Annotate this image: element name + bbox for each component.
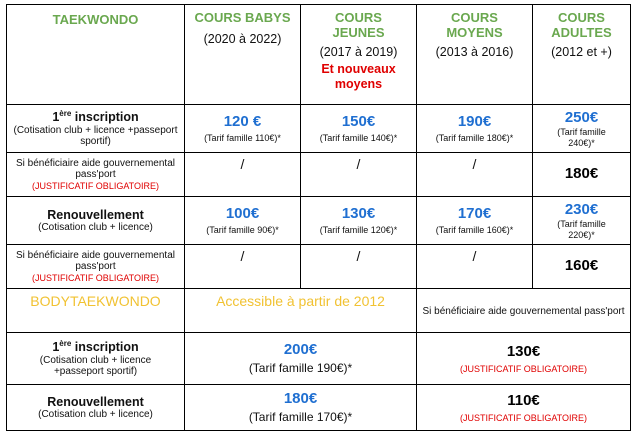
- aid-2-moyens-value: /: [472, 248, 477, 264]
- first-title-main: 1: [52, 110, 60, 125]
- first-babys-price: 120 €: [223, 113, 262, 131]
- first-inscription-title: [9, 109, 182, 125]
- body-first-aid-justif: (JUSTIFICATIF OBLIGATOIRE): [459, 363, 587, 374]
- aid-1-adultes-value: 180€: [564, 165, 599, 183]
- renew-babys-price: 100€: [225, 205, 260, 223]
- first-babys-family: (Tarif famille 110€)*: [204, 133, 281, 144]
- first-inscription-row: [7, 105, 631, 153]
- first-jeunes-cell: [301, 105, 417, 153]
- body-renew-price-cell: [185, 385, 417, 431]
- body-aid-note-cell: [417, 289, 631, 333]
- babys-course-name: COURS BABYS: [194, 10, 291, 25]
- body-renew-aid-cell: [417, 385, 631, 431]
- body-renew-row: [7, 385, 631, 431]
- renew-moyens-cell: [417, 197, 533, 245]
- taekwondo-title: TAEKWONDO: [52, 12, 139, 27]
- body-renew-aid-price: 110€: [507, 391, 540, 409]
- first-jeunes-family: (Tarif famille 140€)*: [319, 133, 398, 144]
- aid-2-adultes-value: 160€: [564, 257, 599, 275]
- aid-1-moyens-cell: [417, 153, 533, 197]
- aid-2-label: Si bénéficiaire aide gouvernemental pass'port: [16, 249, 175, 273]
- renew-sub: (Cotisation club + licence): [38, 221, 153, 233]
- body-renew-price: 180€: [283, 389, 318, 407]
- body-renew-title: Renouvellement: [47, 394, 144, 409]
- body-header-row: [7, 289, 631, 333]
- aid-1-babys-value: /: [240, 156, 245, 172]
- body-renew-family: (Tarif famille 170€)*: [248, 410, 353, 425]
- moyens-course-name: COURS MOYENS: [446, 10, 503, 40]
- aid-row-1: [7, 153, 631, 197]
- renew-babys-cell: [185, 197, 301, 245]
- aid-2-justif: (JUSTIFICATIF OBLIGATOIRE): [31, 272, 159, 283]
- aid-1-justif: (JUSTIFICATIF OBLIGATOIRE): [31, 180, 159, 191]
- adultes-course-name: COURS ADULTES: [551, 10, 612, 40]
- header-row: [7, 5, 631, 105]
- babys-years: (2020 à 2022): [203, 31, 282, 46]
- body-renew-label-cell: [7, 385, 185, 431]
- first-moyens-price: 190€: [457, 113, 492, 131]
- body-first-label-cell: [7, 333, 185, 385]
- first-inscription-sub: (Cotisation club + licence +passeport sportif): [13, 124, 178, 148]
- body-first-title-sup: ère: [59, 339, 72, 349]
- body-title: BODYTAEKWONDO: [30, 293, 161, 309]
- renew-adultes-price: 230€: [564, 201, 599, 219]
- body-renew-sub: (Cotisation club + licence): [38, 408, 153, 420]
- aid-1-adultes-cell: [533, 153, 631, 197]
- renew-row: [7, 197, 631, 245]
- aid-1-jeunes-value: /: [356, 156, 361, 172]
- babys-header-cell: [185, 5, 301, 105]
- first-adultes-price: 250€: [564, 109, 599, 127]
- adultes-header-cell: [533, 5, 631, 105]
- body-access: Accessible à partir de 2012: [216, 293, 385, 309]
- renew-moyens-price: 170€: [457, 205, 492, 223]
- first-moyens-cell: [417, 105, 533, 153]
- renew-title: Renouvellement: [47, 207, 144, 222]
- aid-1-label-cell: [7, 153, 185, 197]
- body-first-price-cell: [185, 333, 417, 385]
- body-first-row: [7, 333, 631, 385]
- body-first-family: (Tarif famille 190€)*: [248, 361, 353, 376]
- body-first-title-main: 1: [52, 340, 60, 355]
- body-first-aid-price: 130€: [506, 342, 541, 360]
- jeunes-extra: Et nouveaux moyens: [321, 62, 396, 91]
- first-title-rest: inscription: [71, 110, 139, 125]
- aid-2-moyens-cell: [417, 245, 533, 289]
- aid-2-babys-cell: [185, 245, 301, 289]
- moyens-years: (2013 à 2016): [435, 44, 514, 59]
- first-moyens-family: (Tarif famille 180€)*: [435, 133, 514, 144]
- first-inscription-label-cell: [7, 105, 185, 153]
- renew-jeunes-cell: [301, 197, 417, 245]
- body-first-title: [9, 339, 182, 355]
- jeunes-years: (2017 à 2019): [319, 44, 398, 59]
- adultes-years: (2012 et +): [551, 44, 612, 59]
- aid-2-adultes-cell: [533, 245, 631, 289]
- jeunes-header-cell: [301, 5, 417, 105]
- body-aid-note: Si bénéficiaire aide gouvernemental pass'port: [422, 306, 625, 318]
- first-adultes-cell: [533, 105, 631, 153]
- body-first-price: 200€: [283, 340, 318, 358]
- aid-2-jeunes-cell: [301, 245, 417, 289]
- body-first-title-rest: inscription: [71, 340, 139, 355]
- aid-1-label: Si bénéficiaire aide gouvernemental pass'port: [16, 157, 175, 181]
- renew-moyens-family: (Tarif famille 160€)*: [435, 225, 514, 236]
- body-first-sub: (Cotisation club + licence +passeport sportif): [39, 354, 152, 378]
- renew-jeunes-price: 130€: [341, 205, 376, 223]
- aid-1-babys-cell: [185, 153, 301, 197]
- aid-2-label-cell: [7, 245, 185, 289]
- first-adultes-family: (Tarif famille 240€)*: [557, 127, 606, 148]
- renew-adultes-family: (Tarif famille 220€)*: [557, 219, 606, 240]
- jeunes-course-name: COURS JEUNES: [332, 10, 385, 40]
- aid-row-2: [7, 245, 631, 289]
- aid-1-jeunes-cell: [301, 153, 417, 197]
- body-title-cell: [7, 289, 185, 333]
- taekwondo-header-cell: [7, 5, 185, 105]
- tarifs-table: [6, 4, 631, 431]
- aid-2-babys-value: /: [240, 248, 245, 264]
- renew-label-cell: [7, 197, 185, 245]
- body-access-cell: [185, 289, 417, 333]
- aid-2-jeunes-value: /: [356, 248, 361, 264]
- moyens-header-cell: [417, 5, 533, 105]
- body-first-aid-cell: [417, 333, 631, 385]
- body-renew-aid-justif: (JUSTIFICATIF OBLIGATOIRE): [459, 412, 587, 423]
- renew-jeunes-family: (Tarif famille 120€)*: [319, 225, 398, 236]
- renew-adultes-cell: [533, 197, 631, 245]
- first-title-sup: ère: [59, 109, 72, 119]
- renew-babys-family: (Tarif famille 90€)*: [206, 225, 279, 236]
- aid-1-moyens-value: /: [472, 156, 477, 172]
- first-jeunes-price: 150€: [341, 113, 376, 131]
- first-babys-cell: [185, 105, 301, 153]
